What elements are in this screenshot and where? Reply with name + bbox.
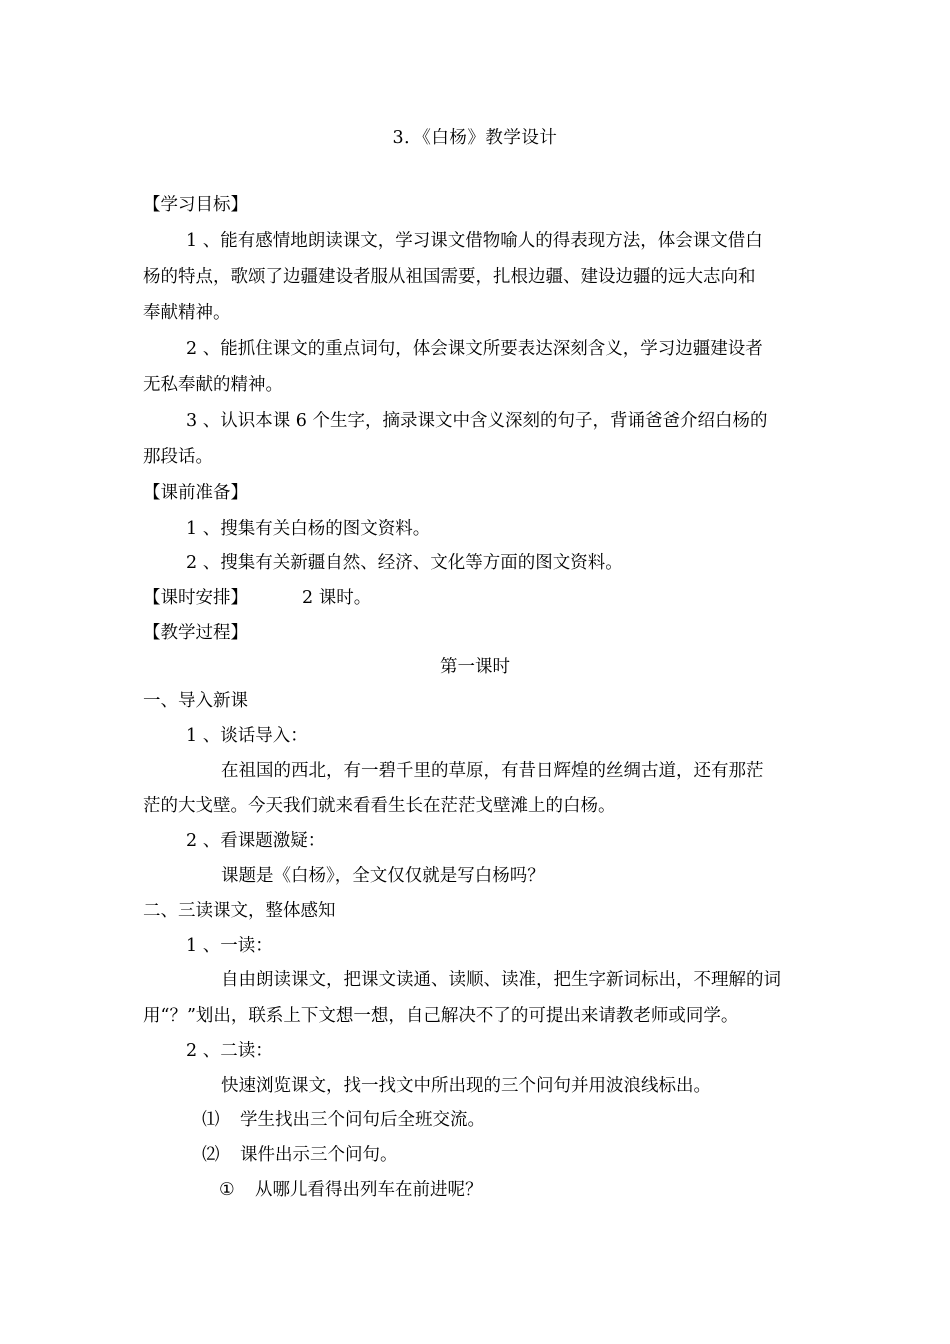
objective-1-line-3: 奉献精神。 [143, 303, 231, 323]
part2-step1-text-line-2: 用“？”划出，联系上下文想一想，自己解决不了的可提出来请教老师或同学。 [143, 1006, 739, 1026]
schedule-line [143, 587, 813, 609]
objectives-heading: 【学习目标】 [143, 195, 248, 215]
part1-step1-text-line-1: 在祖国的西北，有一碧千里的草原，有昔日辉煌的丝绸古道，还有那茫 [221, 761, 764, 781]
sub-item-2 [202, 1144, 872, 1166]
schedule-heading: 【课时安排】 [143, 588, 248, 608]
objective-2-line-2: 无私奉献的精神。 [143, 375, 283, 395]
sub-item-marker: ⑴ [202, 1110, 220, 1130]
part2-step2: 2 、二读： [186, 1041, 273, 1061]
part1-step2: 2 、看课题激疑： [186, 831, 326, 851]
part2-step1: 1 、一读： [186, 936, 273, 956]
objective-1-line-2: 杨的特点，歌颂了边疆建设者服从祖国需要，扎根边疆、建设边疆的远大志向和 [143, 267, 756, 287]
objective-1-line-1: 1 、能有感情地朗读课文，学习课文借物喻人的得表现方法，体会课文借白 [186, 231, 763, 251]
objective-3-line-1: 3 、认识本课 6 个生字，摘录课文中含义深刻的句子，背诵爸爸介绍白杨的 [186, 411, 768, 431]
prep-heading: 【课前准备】 [143, 483, 248, 503]
page-title: 3．《白杨》教学设计 [392, 128, 558, 148]
prep-item-1: 1 、搜集有关白杨的图文资料。 [186, 519, 431, 539]
part2-heading: 二、三读课文，整体感知 [143, 901, 336, 921]
part2-step1-text-line-1: 自由朗读课文，把课文读通、读顺、读准，把生字新词标出，不理解的词 [221, 970, 781, 990]
part1-step2-text: 课题是《白杨》，全文仅仅就是写白杨吗？ [221, 866, 545, 886]
objective-3-line-2: 那段话。 [143, 447, 213, 467]
sub-item-text: 课件出示三个问句。 [240, 1145, 398, 1165]
part2-step2-text: 快速浏览课文，找一找文中所出现的三个问句并用波浪线标出。 [221, 1076, 711, 1096]
lesson-title: 第一课时 [440, 657, 510, 677]
process-heading: 【教学过程】 [143, 623, 248, 643]
sub-item-1 [202, 1109, 872, 1131]
part1-heading: 一、导入新课 [143, 691, 248, 711]
question-1 [219, 1179, 889, 1201]
schedule-value: 2 课时。 [302, 588, 372, 608]
sub-item-text: 学生找出三个问句后全班交流。 [240, 1110, 485, 1130]
question-marker: ① [219, 1180, 235, 1200]
part1-step1: 1 、谈话导入： [186, 726, 308, 746]
sub-item-marker: ⑵ [202, 1145, 220, 1165]
prep-item-2: 2 、搜集有关新疆自然、经济、文化等方面的图文资料。 [186, 553, 623, 573]
objective-2-line-1: 2 、能抓住课文的重点词句，体会课文所要表达深刻含义，学习边疆建设者 [186, 339, 763, 359]
part1-step1-text-line-2: 茫的大戈壁。今天我们就来看看生长在茫茫戈壁滩上的白杨。 [143, 796, 616, 816]
question-text: 从哪儿看得出列车在前进呢？ [255, 1180, 483, 1200]
